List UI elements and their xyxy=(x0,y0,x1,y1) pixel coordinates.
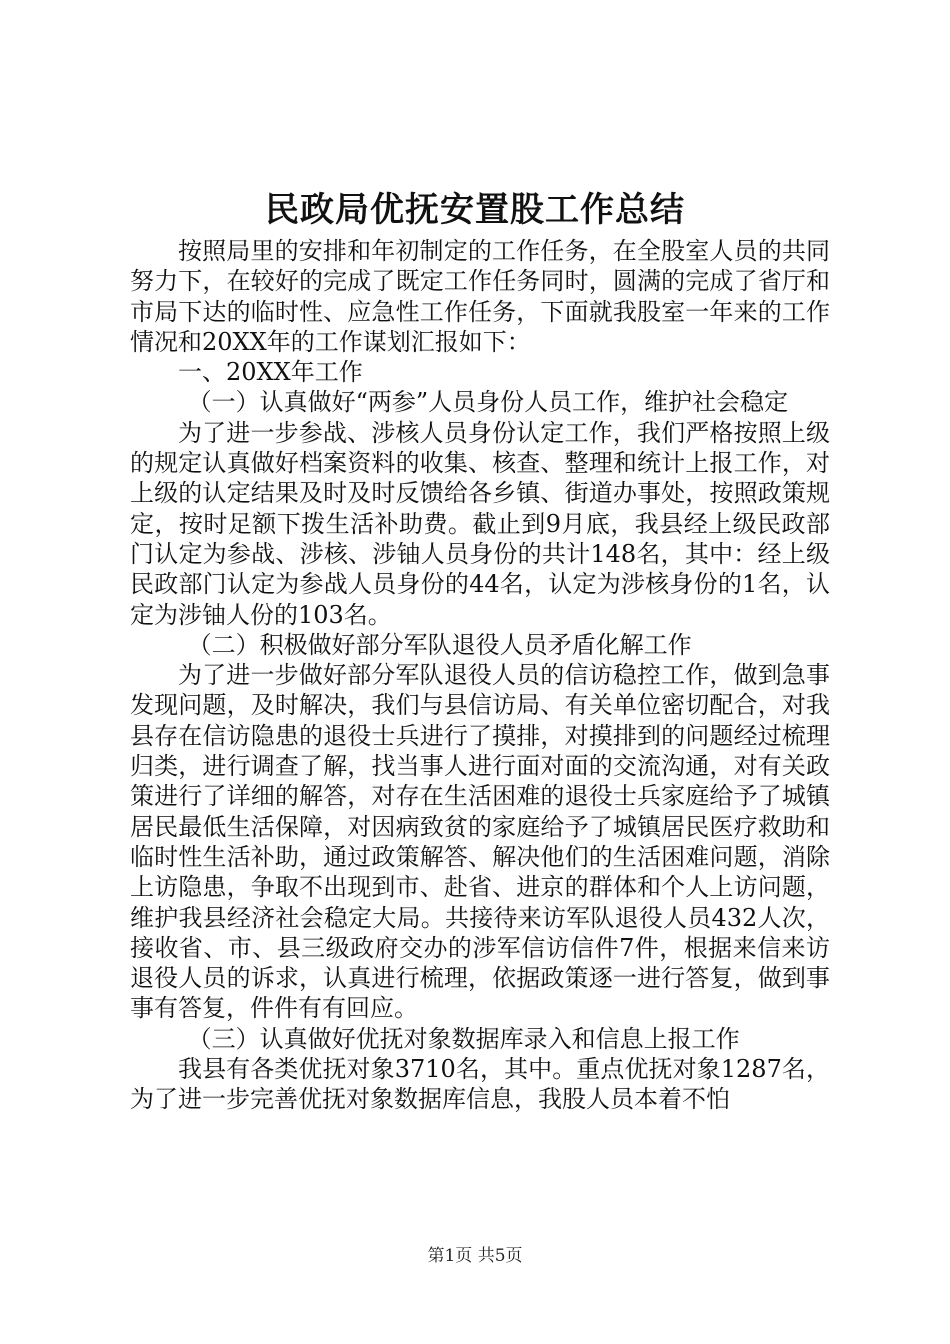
body-paragraph-2: 为了进一步做好部分军队退役人员的信访稳控工作，做到急事发现问题，及时解决，我们与县信访局、有关单位密切配合，对我县存在信访隐患的退役士兵进行了摸排，对摸排到的问题经过梳理归类，进行调查了解，找当事人进行面对面的交流沟通，对有关政策进行了详细的解答，对存在生活困难的退役士兵家庭给予了城镇居民最低生活保障，对因病致贫的家庭给予了城镇居民医疗救助和临时性生活补助，通过政策解答、解决他们的生活困难问题，消除上访隐患，争取不出现到市、赴省、进京的群体和个人上访问题，维护我县经济社会稳定大局。共接待来访军队退役人员432人次，接收省、市、县三级政府交办的涉军信访信件7件，根据来信来访退役人员的诉求，认真进行梳理，依据政策逐一进行答复，做到事事有答复，件件有有回应。 xyxy=(130,661,830,1023)
document-title: 民政局优抚安置股工作总结 xyxy=(265,190,685,230)
body-paragraph-3: 我县有各类优抚对象3710名，其中。重点优抚对象1287名，为了进一步完善优抚对象数据库信息，我股人员本着不怕 xyxy=(130,1055,830,1114)
document-body xyxy=(130,236,830,1115)
subsection-heading-2: （二）积极做好部分军队退役人员矛盾化解工作 xyxy=(187,630,692,659)
subsection-heading-3: （三）认真做好优抚对象数据库录入和信息上报工作 xyxy=(187,1024,740,1053)
subsection-heading-1: （一）认真做好“两参”人员身份人员工作，维护社会稳定 xyxy=(187,388,789,417)
page-number-footer: 第1页 共5页 xyxy=(427,1246,523,1266)
section-heading: 一、20XX年工作 xyxy=(178,358,363,387)
body-paragraph-1: 为了进一步参战、涉核人员身份认定工作，我们严格按照上级的规定认真做好档案资料的收集、核查、整理和统计上报工作，对上级的认定结果及时及时反馈给各乡镇、街道办事处，按照政策规定，按时足额下拨生活补助费。截止到9月底，我县经上级民政部门认定为参战、涉核、涉铀人员身份的共计148名，其中：经上级民政部门认定为参战人员身份的44名，认定为涉核身份的1名，认定为涉铀人份的103名。 xyxy=(130,418,830,629)
intro-paragraph: 按照局里的安排和年初制定的工作任务，在全股室人员的共同努力下，在较好的完成了既定工作任务同时，圆满的完成了省厅和市局下达的临时性、应急性工作任务，下面就我股室一年来的工作情况和20XX年的工作谋划汇报如下： xyxy=(130,237,830,356)
